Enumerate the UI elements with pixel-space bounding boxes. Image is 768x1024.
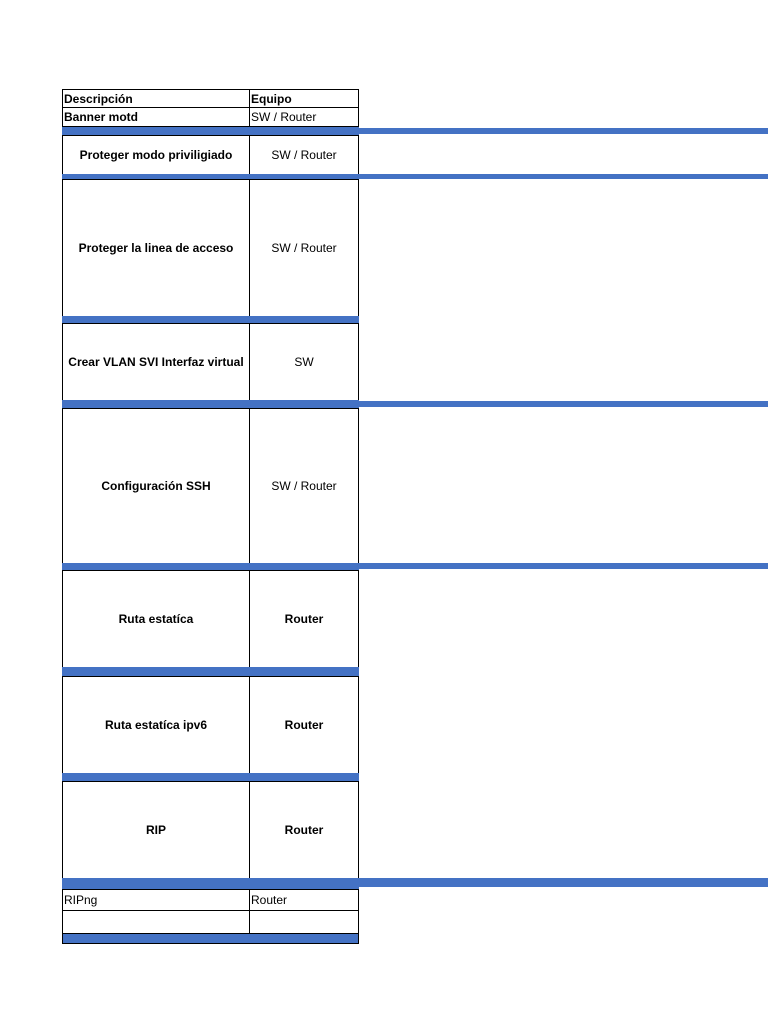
table-row-descripcion: Configuración SSH <box>62 408 250 564</box>
row-separator-band <box>62 667 359 676</box>
table-row-equipo: SW / Router <box>249 107 359 127</box>
row-separator-band <box>62 563 359 570</box>
table-row-descripcion: Ruta estatíca <box>62 570 250 668</box>
table-row-equipo: Router <box>249 889 359 911</box>
table-row-equipo: SW <box>249 323 359 401</box>
table-row-equipo <box>249 910 359 934</box>
table-row-equipo: SW / Router <box>249 179 359 317</box>
row-separator-band <box>62 400 359 408</box>
section-divider-line <box>359 174 768 179</box>
table-row-equipo: SW / Router <box>249 408 359 564</box>
table-row-descripcion: RIP <box>62 781 250 879</box>
section-divider-line <box>359 128 768 134</box>
table-row-descripcion: Ruta estatíca ipv6 <box>62 676 250 774</box>
row-separator-band <box>62 933 359 944</box>
table-row-descripcion: Proteger la linea de acceso <box>62 179 250 317</box>
table-row-descripcion <box>62 910 250 934</box>
table-row-equipo: Router <box>249 570 359 668</box>
table-row-descripcion: Banner motd <box>62 107 250 127</box>
header-equipo: Equipo <box>249 89 359 108</box>
section-divider-line <box>359 878 768 887</box>
row-separator-band <box>62 773 359 781</box>
table-row-descripcion: RIPng <box>62 889 250 911</box>
table-row-equipo: SW / Router <box>249 135 359 175</box>
table-row-equipo: Router <box>249 676 359 774</box>
table-row-equipo: Router <box>249 781 359 879</box>
table-row-descripcion: Crear VLAN SVI Interfaz virtual <box>62 323 250 401</box>
row-separator-band <box>62 316 359 323</box>
table-row-descripcion: Proteger modo priviligiado <box>62 135 250 175</box>
section-divider-line <box>359 401 768 407</box>
row-separator-band <box>62 878 359 889</box>
header-descripcion: Descripción <box>62 89 250 108</box>
row-separator-band <box>62 127 359 135</box>
section-divider-line <box>359 563 768 569</box>
